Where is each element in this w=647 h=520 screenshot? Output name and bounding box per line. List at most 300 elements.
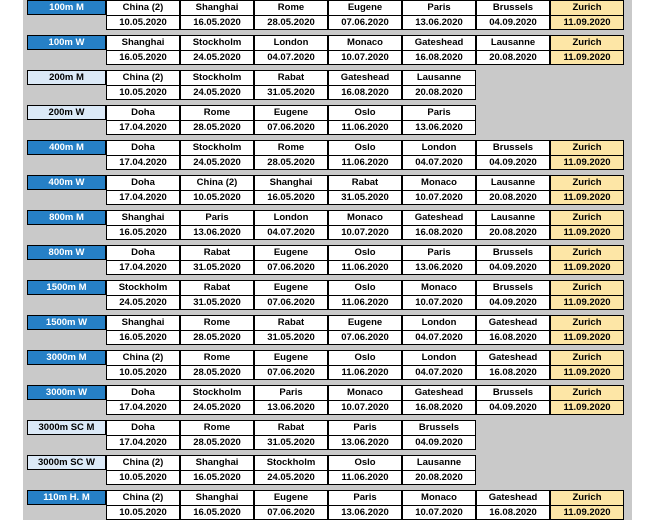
event-row [27,175,624,205]
meeting-date: 24.05.2020 [181,155,253,169]
final-meeting-cell [550,0,624,30]
meeting-cell [106,455,180,485]
meeting-cell [106,35,180,65]
meeting-cell [476,490,550,520]
meeting-date: 16.05.2020 [181,15,253,29]
meeting-city: Lausanne [490,177,536,188]
meeting-city: Doha [131,177,155,188]
meeting-cell [402,35,476,65]
meeting-cell [476,245,550,275]
meeting-city: Monaco [421,492,457,503]
meeting-cell [180,455,254,485]
meeting-cell [180,245,254,275]
meeting-date: 04.09.2020 [477,260,549,274]
meeting-cell [254,175,328,205]
meeting-date: 07.06.2020 [255,120,327,134]
meeting-city: China (2) [122,457,164,468]
meeting-city: Stockholm [266,457,316,468]
meeting-cell [328,315,402,345]
meeting-date: 10.07.2020 [329,225,401,239]
meeting-city: Rabat [351,177,379,188]
meeting-cell [476,35,550,65]
meeting-city: Rabat [203,247,231,258]
meeting-cell [180,280,254,310]
meeting-cell [328,70,402,100]
meeting-city: Zurich [572,317,602,328]
meeting-city: Doha [131,142,155,153]
meeting-cell [254,350,328,380]
meeting-cell [402,490,476,520]
meeting-city: Monaco [347,37,383,48]
meeting-cell [106,280,180,310]
meeting-city: Shanghai [121,37,165,48]
final-meeting-cell [550,385,624,415]
meeting-cell [180,140,254,170]
meeting-date: 24.05.2020 [181,400,253,414]
meeting-cell [476,280,550,310]
final-meeting-cell [550,350,624,380]
meeting-cell [328,420,402,450]
meeting-date: 10.05.2020 [107,470,179,484]
final-meeting-cell [550,175,624,205]
meeting-date: 31.05.2020 [329,190,401,204]
meeting-cell [254,0,328,30]
meeting-cell [180,175,254,205]
meeting-date: 11.06.2020 [329,295,401,309]
meeting-city: Oslo [354,352,376,363]
meeting-date: 04.09.2020 [477,295,549,309]
event-label: 800m W [27,245,106,260]
meeting-date: 20.08.2020 [403,470,475,484]
final-meeting-cell [550,490,624,520]
event-label: 1500m M [27,280,106,295]
meeting-cell [106,70,180,100]
meeting-cell [328,0,402,30]
meeting-city: Oslo [354,282,376,293]
meeting-date: 28.05.2020 [255,15,327,29]
meeting-city: Paris [205,212,229,223]
meeting-cell [402,105,476,135]
meeting-date: 10.05.2020 [107,85,179,99]
meeting-cell [106,210,180,240]
event-row [27,385,624,415]
meeting-date: 24.05.2020 [181,85,253,99]
meeting-city: Zurich [572,282,602,293]
meeting-city: Gateshead [488,352,538,363]
event-label: 3000m SC W [27,455,106,470]
meeting-city: Doha [131,387,155,398]
meeting-city: Lausanne [490,212,536,223]
meeting-cell [106,420,180,450]
meeting-cell [402,70,476,100]
meeting-date: 16.05.2020 [107,50,179,64]
meeting-date: 20.08.2020 [477,190,549,204]
meeting-cell [106,175,180,205]
meeting-date: 16.08.2020 [477,330,549,344]
meeting-date: 04.09.2020 [477,155,549,169]
meeting-date: 16.05.2020 [181,505,253,519]
meeting-date: 16.08.2020 [477,365,549,379]
final-meeting-cell [550,140,624,170]
meeting-city: Rome [203,352,231,363]
meeting-cell [106,315,180,345]
meeting-cell [402,455,476,485]
meeting-cell [328,175,402,205]
meeting-date: 11.06.2020 [329,365,401,379]
final-meeting-cell [550,280,624,310]
meeting-date: 11.06.2020 [329,155,401,169]
meeting-city: China (2) [196,177,238,188]
meeting-date: 16.05.2020 [107,330,179,344]
meeting-city: Rome [277,142,305,153]
meeting-date: 13.06.2020 [403,15,475,29]
meeting-date: 17.04.2020 [107,435,179,449]
meeting-city: Rome [203,317,231,328]
meeting-date: 17.04.2020 [107,155,179,169]
meeting-cell [106,245,180,275]
meeting-cell [328,35,402,65]
meeting-date: 31.05.2020 [255,85,327,99]
meeting-cell [402,385,476,415]
meeting-date: 07.06.2020 [255,295,327,309]
meeting-city: Zurich [572,2,602,13]
meeting-city: Zurich [572,212,602,223]
event-label: 3000m SC M [27,420,106,435]
event-row [27,105,624,135]
meeting-city: Gateshead [488,317,538,328]
meeting-date: 07.06.2020 [255,260,327,274]
meeting-city: Rome [277,2,305,13]
meeting-city: Monaco [347,212,383,223]
meeting-city: Stockholm [192,142,242,153]
event-label: 100m M [27,0,106,15]
meeting-city: Paris [279,387,303,398]
meeting-city: Stockholm [192,37,242,48]
meeting-date: 04.07.2020 [255,225,327,239]
meeting-date: 11.06.2020 [329,470,401,484]
meeting-date: 11.09.2020 [551,225,623,239]
meeting-date: 04.07.2020 [403,155,475,169]
meeting-cell [476,175,550,205]
event-label: 1500m W [27,315,106,330]
meeting-date: 13.06.2020 [403,260,475,274]
event-label: 400m W [27,175,106,190]
meeting-date: 11.09.2020 [551,260,623,274]
meeting-city: Brussels [492,282,534,293]
meeting-city: Doha [131,107,155,118]
meeting-cell [476,140,550,170]
meeting-city: Rabat [277,317,305,328]
meeting-city: Brussels [418,422,460,433]
meeting-date: 13.06.2020 [181,225,253,239]
meeting-city: Stockholm [118,282,168,293]
meeting-cell [180,490,254,520]
meeting-date: 16.05.2020 [255,190,327,204]
meeting-city: Rabat [277,72,305,83]
meeting-date: 11.09.2020 [551,15,623,29]
meeting-date: 13.06.2020 [403,120,475,134]
meeting-cell [106,490,180,520]
meeting-cell [254,280,328,310]
meeting-date: 24.05.2020 [181,50,253,64]
meeting-city: Zurich [572,492,602,503]
meeting-city: Lausanne [416,72,462,83]
meeting-city: Paris [353,492,377,503]
meeting-date: 10.05.2020 [181,190,253,204]
meeting-date: 28.05.2020 [181,120,253,134]
meeting-date: 11.09.2020 [551,155,623,169]
meeting-cell [254,420,328,450]
meeting-city: Rome [203,107,231,118]
meeting-cell [402,175,476,205]
event-label: 200m W [27,105,106,120]
meeting-date: 16.08.2020 [403,400,475,414]
event-label: 3000m W [27,385,106,400]
meeting-city: Paris [353,422,377,433]
meeting-cell [106,140,180,170]
meeting-city: Monaco [421,282,457,293]
meeting-city: Rabat [277,422,305,433]
meeting-city: Oslo [354,142,376,153]
meeting-cell [328,280,402,310]
meeting-city: Brussels [492,2,534,13]
event-label: 400m M [27,140,106,155]
meeting-date: 07.06.2020 [255,365,327,379]
final-meeting-cell [550,35,624,65]
meeting-cell [402,0,476,30]
meeting-cell [476,315,550,345]
meeting-date: 17.04.2020 [107,120,179,134]
meeting-city: Monaco [421,177,457,188]
meeting-city: China (2) [122,352,164,363]
meeting-date: 28.05.2020 [181,435,253,449]
event-label: 110m H. M [27,490,106,505]
meeting-city: Oslo [354,107,376,118]
meeting-city: Brussels [492,387,534,398]
meeting-date: 04.07.2020 [403,330,475,344]
meeting-cell [328,210,402,240]
meeting-date: 10.05.2020 [107,505,179,519]
meeting-date: 10.07.2020 [329,400,401,414]
meeting-cell [180,385,254,415]
event-label: 3000m M [27,350,106,365]
meeting-cell [402,315,476,345]
meeting-date: 11.09.2020 [551,400,623,414]
meeting-city: Lausanne [416,457,462,468]
meeting-date: 28.05.2020 [255,155,327,169]
meeting-date: 24.05.2020 [107,295,179,309]
meeting-cell [106,385,180,415]
meeting-cell [180,420,254,450]
meeting-date: 31.05.2020 [255,330,327,344]
meeting-city: Shanghai [269,177,313,188]
meeting-city: Zurich [572,387,602,398]
meeting-city: Gateshead [414,212,464,223]
meeting-city: Gateshead [414,387,464,398]
meeting-cell [476,350,550,380]
meeting-date: 17.04.2020 [107,260,179,274]
meeting-cell [254,105,328,135]
meeting-cell [328,385,402,415]
meeting-cell [402,420,476,450]
meeting-city: Oslo [354,457,376,468]
meeting-date: 16.08.2020 [477,505,549,519]
meeting-cell [476,210,550,240]
meeting-city: Monaco [347,387,383,398]
meeting-date: 11.09.2020 [551,190,623,204]
meeting-date: 11.09.2020 [551,505,623,519]
event-row [27,315,624,345]
final-meeting-cell [550,315,624,345]
meeting-cell [180,70,254,100]
meeting-date: 04.09.2020 [477,400,549,414]
meeting-cell [254,210,328,240]
event-row [27,420,624,450]
meeting-city: Rome [203,422,231,433]
final-meeting-cell [550,245,624,275]
meeting-city: London [421,142,457,153]
meeting-date: 10.07.2020 [403,295,475,309]
meeting-cell [254,140,328,170]
meeting-date: 10.07.2020 [329,50,401,64]
meeting-city: Eugene [273,107,309,118]
meeting-city: Doha [131,247,155,258]
meeting-city: Stockholm [192,387,242,398]
meeting-cell [476,0,550,30]
meeting-city: Lausanne [490,37,536,48]
event-row [27,350,624,380]
meeting-city: China (2) [122,492,164,503]
meeting-city: Eugene [347,2,383,13]
meeting-cell [254,245,328,275]
event-label: 200m M [27,70,106,85]
meeting-city: London [421,317,457,328]
meeting-date: 28.05.2020 [181,330,253,344]
meeting-date: 13.06.2020 [255,400,327,414]
meeting-cell [328,455,402,485]
event-row [27,70,624,100]
meeting-city: Eugene [273,247,309,258]
meeting-date: 10.07.2020 [403,190,475,204]
meeting-cell [254,315,328,345]
meeting-cell [180,350,254,380]
meeting-cell [106,350,180,380]
meeting-city: Zurich [572,247,602,258]
meeting-date: 07.06.2020 [329,15,401,29]
meeting-cell [180,315,254,345]
event-row [27,210,624,240]
meeting-date: 04.07.2020 [255,50,327,64]
meeting-date: 07.06.2020 [329,330,401,344]
event-row [27,140,624,170]
meeting-city: Shanghai [195,457,239,468]
meeting-cell [402,245,476,275]
meeting-city: China (2) [122,2,164,13]
meeting-city: Gateshead [414,37,464,48]
meeting-date: 04.07.2020 [403,365,475,379]
meeting-date: 20.08.2020 [477,225,549,239]
meeting-city: Oslo [354,247,376,258]
meeting-date: 11.06.2020 [329,260,401,274]
meeting-date: 16.08.2020 [403,50,475,64]
meeting-city: London [273,212,309,223]
meeting-cell [254,455,328,485]
meeting-cell [254,35,328,65]
meeting-cell [402,140,476,170]
meeting-date: 20.08.2020 [403,85,475,99]
meeting-date: 24.05.2020 [255,470,327,484]
meeting-city: London [421,352,457,363]
meeting-date: 11.06.2020 [329,120,401,134]
event-label: 800m M [27,210,106,225]
meeting-cell [106,105,180,135]
event-row [27,35,624,65]
meeting-cell [328,490,402,520]
meeting-city: Paris [427,107,451,118]
meeting-city: Gateshead [488,492,538,503]
meeting-date: 10.05.2020 [107,15,179,29]
meeting-date: 16.05.2020 [107,225,179,239]
meeting-date: 17.04.2020 [107,400,179,414]
event-row [27,280,624,310]
meeting-city: London [273,37,309,48]
meeting-date: 10.05.2020 [107,365,179,379]
calendar-panel [23,0,632,520]
meeting-date: 31.05.2020 [181,260,253,274]
meeting-date: 16.08.2020 [329,85,401,99]
meeting-cell [254,490,328,520]
meeting-city: Zurich [572,37,602,48]
meeting-city: Gateshead [340,72,390,83]
meeting-date: 11.09.2020 [551,330,623,344]
meeting-cell [254,70,328,100]
meeting-cell [106,0,180,30]
meeting-cell [402,280,476,310]
meeting-date: 10.07.2020 [403,505,475,519]
meeting-date: 11.09.2020 [551,365,623,379]
meeting-date: 20.08.2020 [477,50,549,64]
meeting-city: Eugene [347,317,383,328]
meeting-cell [180,0,254,30]
meeting-cell [180,35,254,65]
final-meeting-cell [550,210,624,240]
meeting-cell [180,105,254,135]
meeting-city: Zurich [572,142,602,153]
meeting-cell [254,385,328,415]
meeting-date: 11.09.2020 [551,295,623,309]
meeting-date: 11.09.2020 [551,50,623,64]
meeting-city: Paris [427,2,451,13]
event-row [27,455,624,485]
meeting-date: 04.09.2020 [403,435,475,449]
meeting-cell [180,210,254,240]
meeting-date: 31.05.2020 [255,435,327,449]
meeting-city: Brussels [492,247,534,258]
meeting-city: Eugene [273,282,309,293]
meeting-city: Paris [427,247,451,258]
meeting-cell [476,385,550,415]
meeting-cell [328,245,402,275]
meeting-city: Rabat [203,282,231,293]
meeting-cell [328,140,402,170]
meeting-city: Eugene [273,492,309,503]
meeting-cell [402,350,476,380]
meeting-date: 07.06.2020 [255,505,327,519]
meeting-cell [328,105,402,135]
meeting-date: 17.04.2020 [107,190,179,204]
meeting-cell [328,350,402,380]
meeting-city: Shanghai [121,317,165,328]
